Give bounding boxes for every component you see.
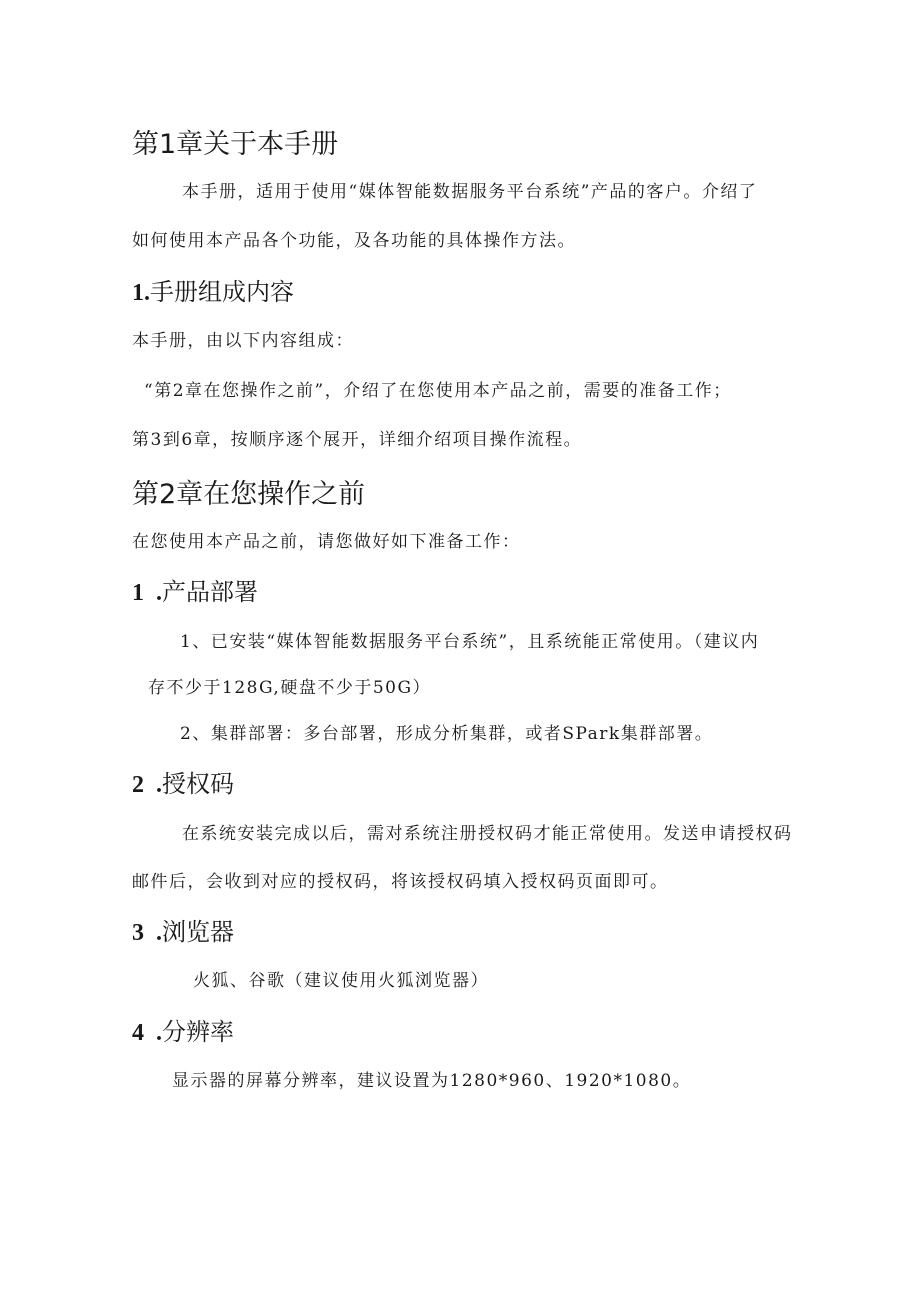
- section-title: 手册组成内容: [150, 278, 294, 306]
- section-1-1-line-3: 第3到6章，按顺序逐个展开，详细介绍项目操作流程。: [132, 430, 583, 450]
- section-2-1-line-1: 1、已安装“媒体智能数据服务平台系统”，且系统能正常使用。（建议内: [180, 632, 760, 652]
- section-number: 2: [132, 772, 144, 798]
- chapter-1-intro-line-1: 本手册，适用于使用“媒体智能数据服务平台系统”产品的客户。介绍了: [182, 182, 758, 202]
- section-2-1-heading: [132, 572, 258, 607]
- section-1-1-line-2: “第2章在您操作之前”，介绍了在您使用本产品之前，需要的准备工作；: [144, 381, 732, 401]
- section-2-4-heading: [132, 1012, 234, 1047]
- chapter-1-title: 第1章关于本手册: [132, 129, 339, 160]
- section-dot: .: [156, 580, 162, 606]
- section-dot: .: [156, 772, 162, 798]
- chapter-1-intro-line-2: 如何使用本产品各个功能，及各功能的具体操作方法。: [132, 231, 576, 251]
- section-1-1-heading: [132, 272, 294, 307]
- section-2-1-line-3: 2、集群部署：多台部署，形成分析集群，或者SPark集群部署。: [180, 724, 714, 744]
- chapter-2-title: 第2章在您操作之前: [132, 479, 366, 510]
- section-2-2-heading: [132, 764, 234, 799]
- chapter-2-intro: 在您使用本产品之前，请您做好如下准备工作：: [132, 532, 521, 552]
- section-2-4-line-1: 显示器的屏幕分辨率，建议设置为1280*960、1920*1080。: [172, 1071, 692, 1091]
- section-dot: .: [156, 1020, 162, 1046]
- section-2-2-line-2: 邮件后，会收到对应的授权码，将该授权码填入授权码页面即可。: [132, 872, 669, 892]
- section-2-2-line-1: 在系统安装完成以后，需对系统注册授权码才能正常使用。发送申请授权码: [182, 824, 793, 844]
- section-dot: .: [156, 920, 162, 946]
- section-title: 产品部署: [162, 578, 258, 606]
- section-title: 分辨率: [162, 1018, 234, 1046]
- section-2-3-heading: [132, 912, 234, 947]
- section-number: 1.: [132, 280, 150, 306]
- section-number: 3: [132, 920, 144, 946]
- section-title: 授权码: [162, 770, 234, 798]
- section-2-3-line-1: 火狐、谷歌（建议使用火狐浏览器）: [193, 971, 489, 991]
- section-number: 4: [132, 1020, 144, 1046]
- section-number: 1: [132, 580, 144, 606]
- section-1-1-line-1: 本手册，由以下内容组成：: [132, 331, 354, 351]
- section-2-1-line-2: 存不少于128G,硬盘不少于50G）: [148, 678, 432, 698]
- section-title: 浏览器: [162, 918, 234, 946]
